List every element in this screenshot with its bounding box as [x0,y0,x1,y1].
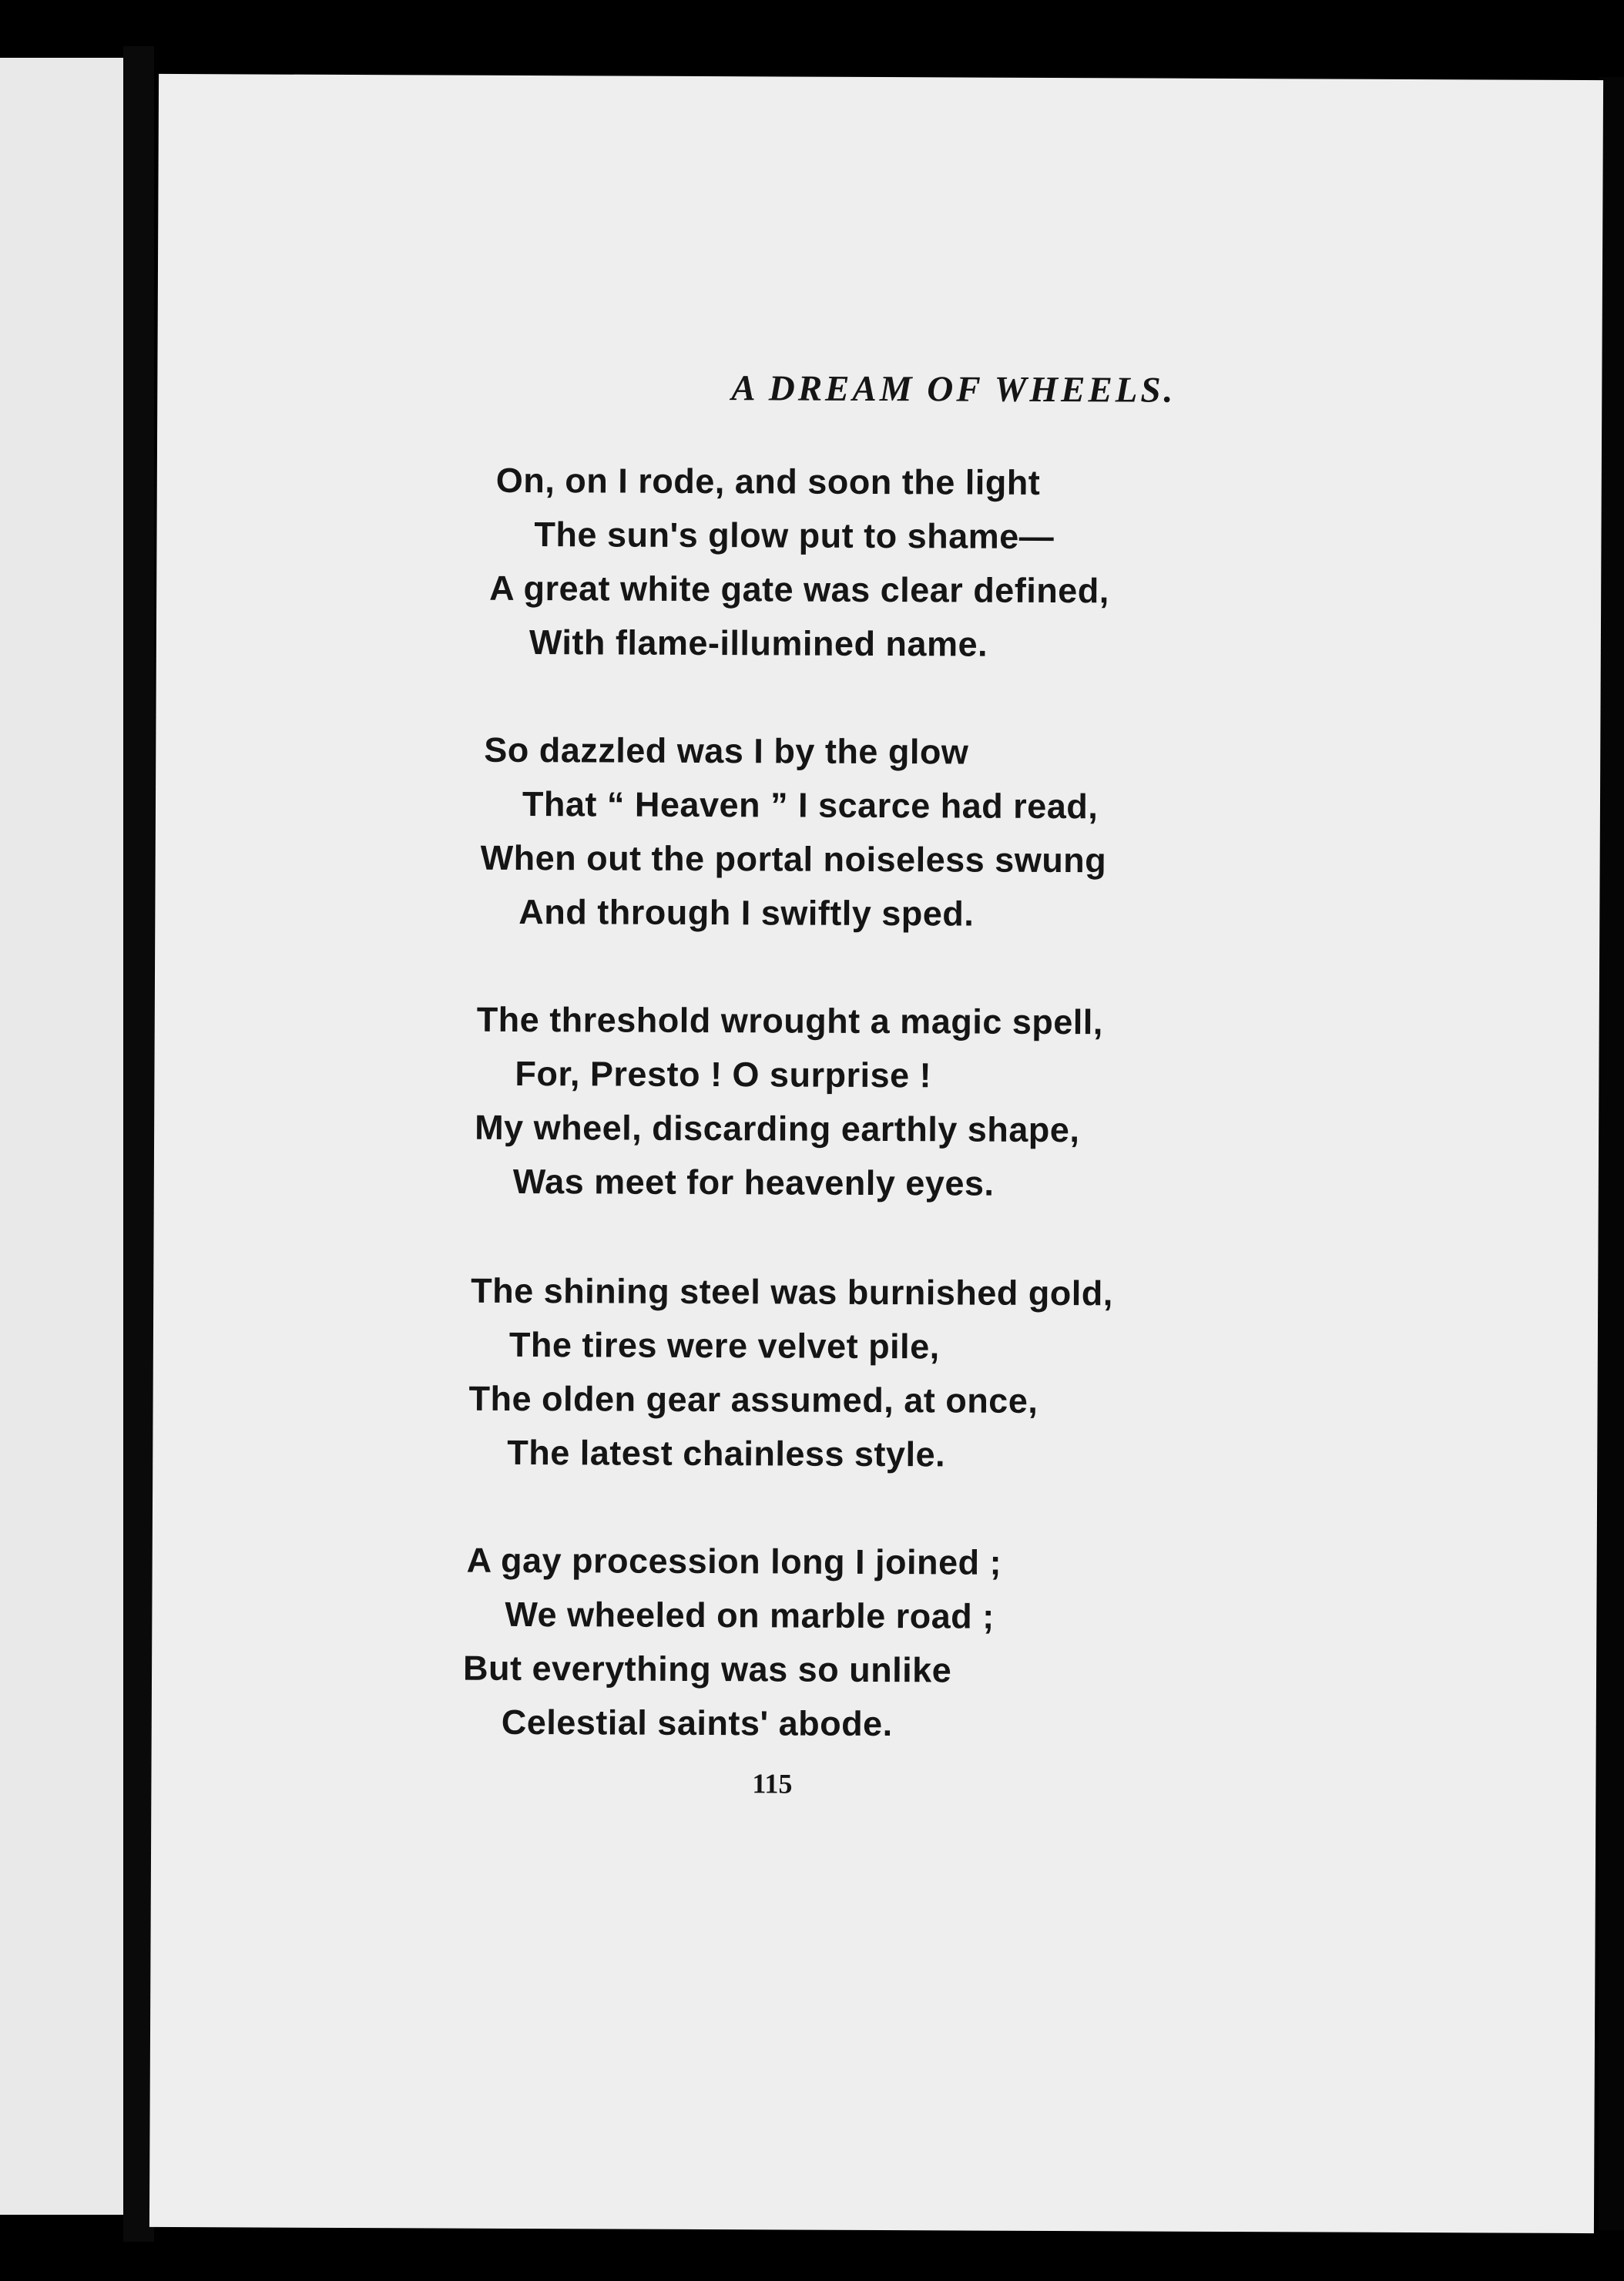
poem-title: A DREAM OF WHEELS. [731,368,1176,411]
left-page-edge [0,58,123,2215]
poem-line: When out the portal noiseless swung [480,837,1107,881]
poem-line: That “ Heaven ” I scarce had read, [522,783,1099,827]
poem-line: The olden gear assumed, at once, [468,1378,1038,1421]
poem-line: We wheeled on marble road ; [505,1594,995,1636]
right-border [1599,77,1624,2230]
page-number: 115 [752,1768,793,1800]
poem-line: The shining steel was burnished gold, [471,1270,1113,1313]
poem-line: The latest chainless style. [507,1432,946,1474]
poem-line: But everything was so unlike [462,1648,952,1690]
poem-line: A great white gate was clear defined, [489,568,1109,611]
book-gutter [123,46,154,2242]
poem-line: So dazzled was I by the glow [484,730,969,772]
poem-line: A gay procession long I joined ; [466,1540,1002,1582]
book-page [149,74,1603,2233]
poem [149,74,1603,2233]
poem-line: Was meet for heavenly eyes. [512,1161,995,1203]
poem-line: With flame-illumined name. [528,622,988,664]
poem-line: And through I swiftly sped. [518,891,975,934]
poem-line: For, Presto ! O surprise ! [515,1053,932,1095]
poem-line: My wheel, discarding earthly shape, [475,1107,1080,1150]
poem-line: The threshold wrought a magic spell, [476,999,1103,1042]
poem-line: Celestial saints' abode. [501,1702,893,1744]
poem-line: The tires were velvet pile, [508,1324,940,1367]
poem-line: On, on I rode, and soon the light [495,460,1041,502]
poem-line: The sun's glow put to shame— [534,515,1055,556]
